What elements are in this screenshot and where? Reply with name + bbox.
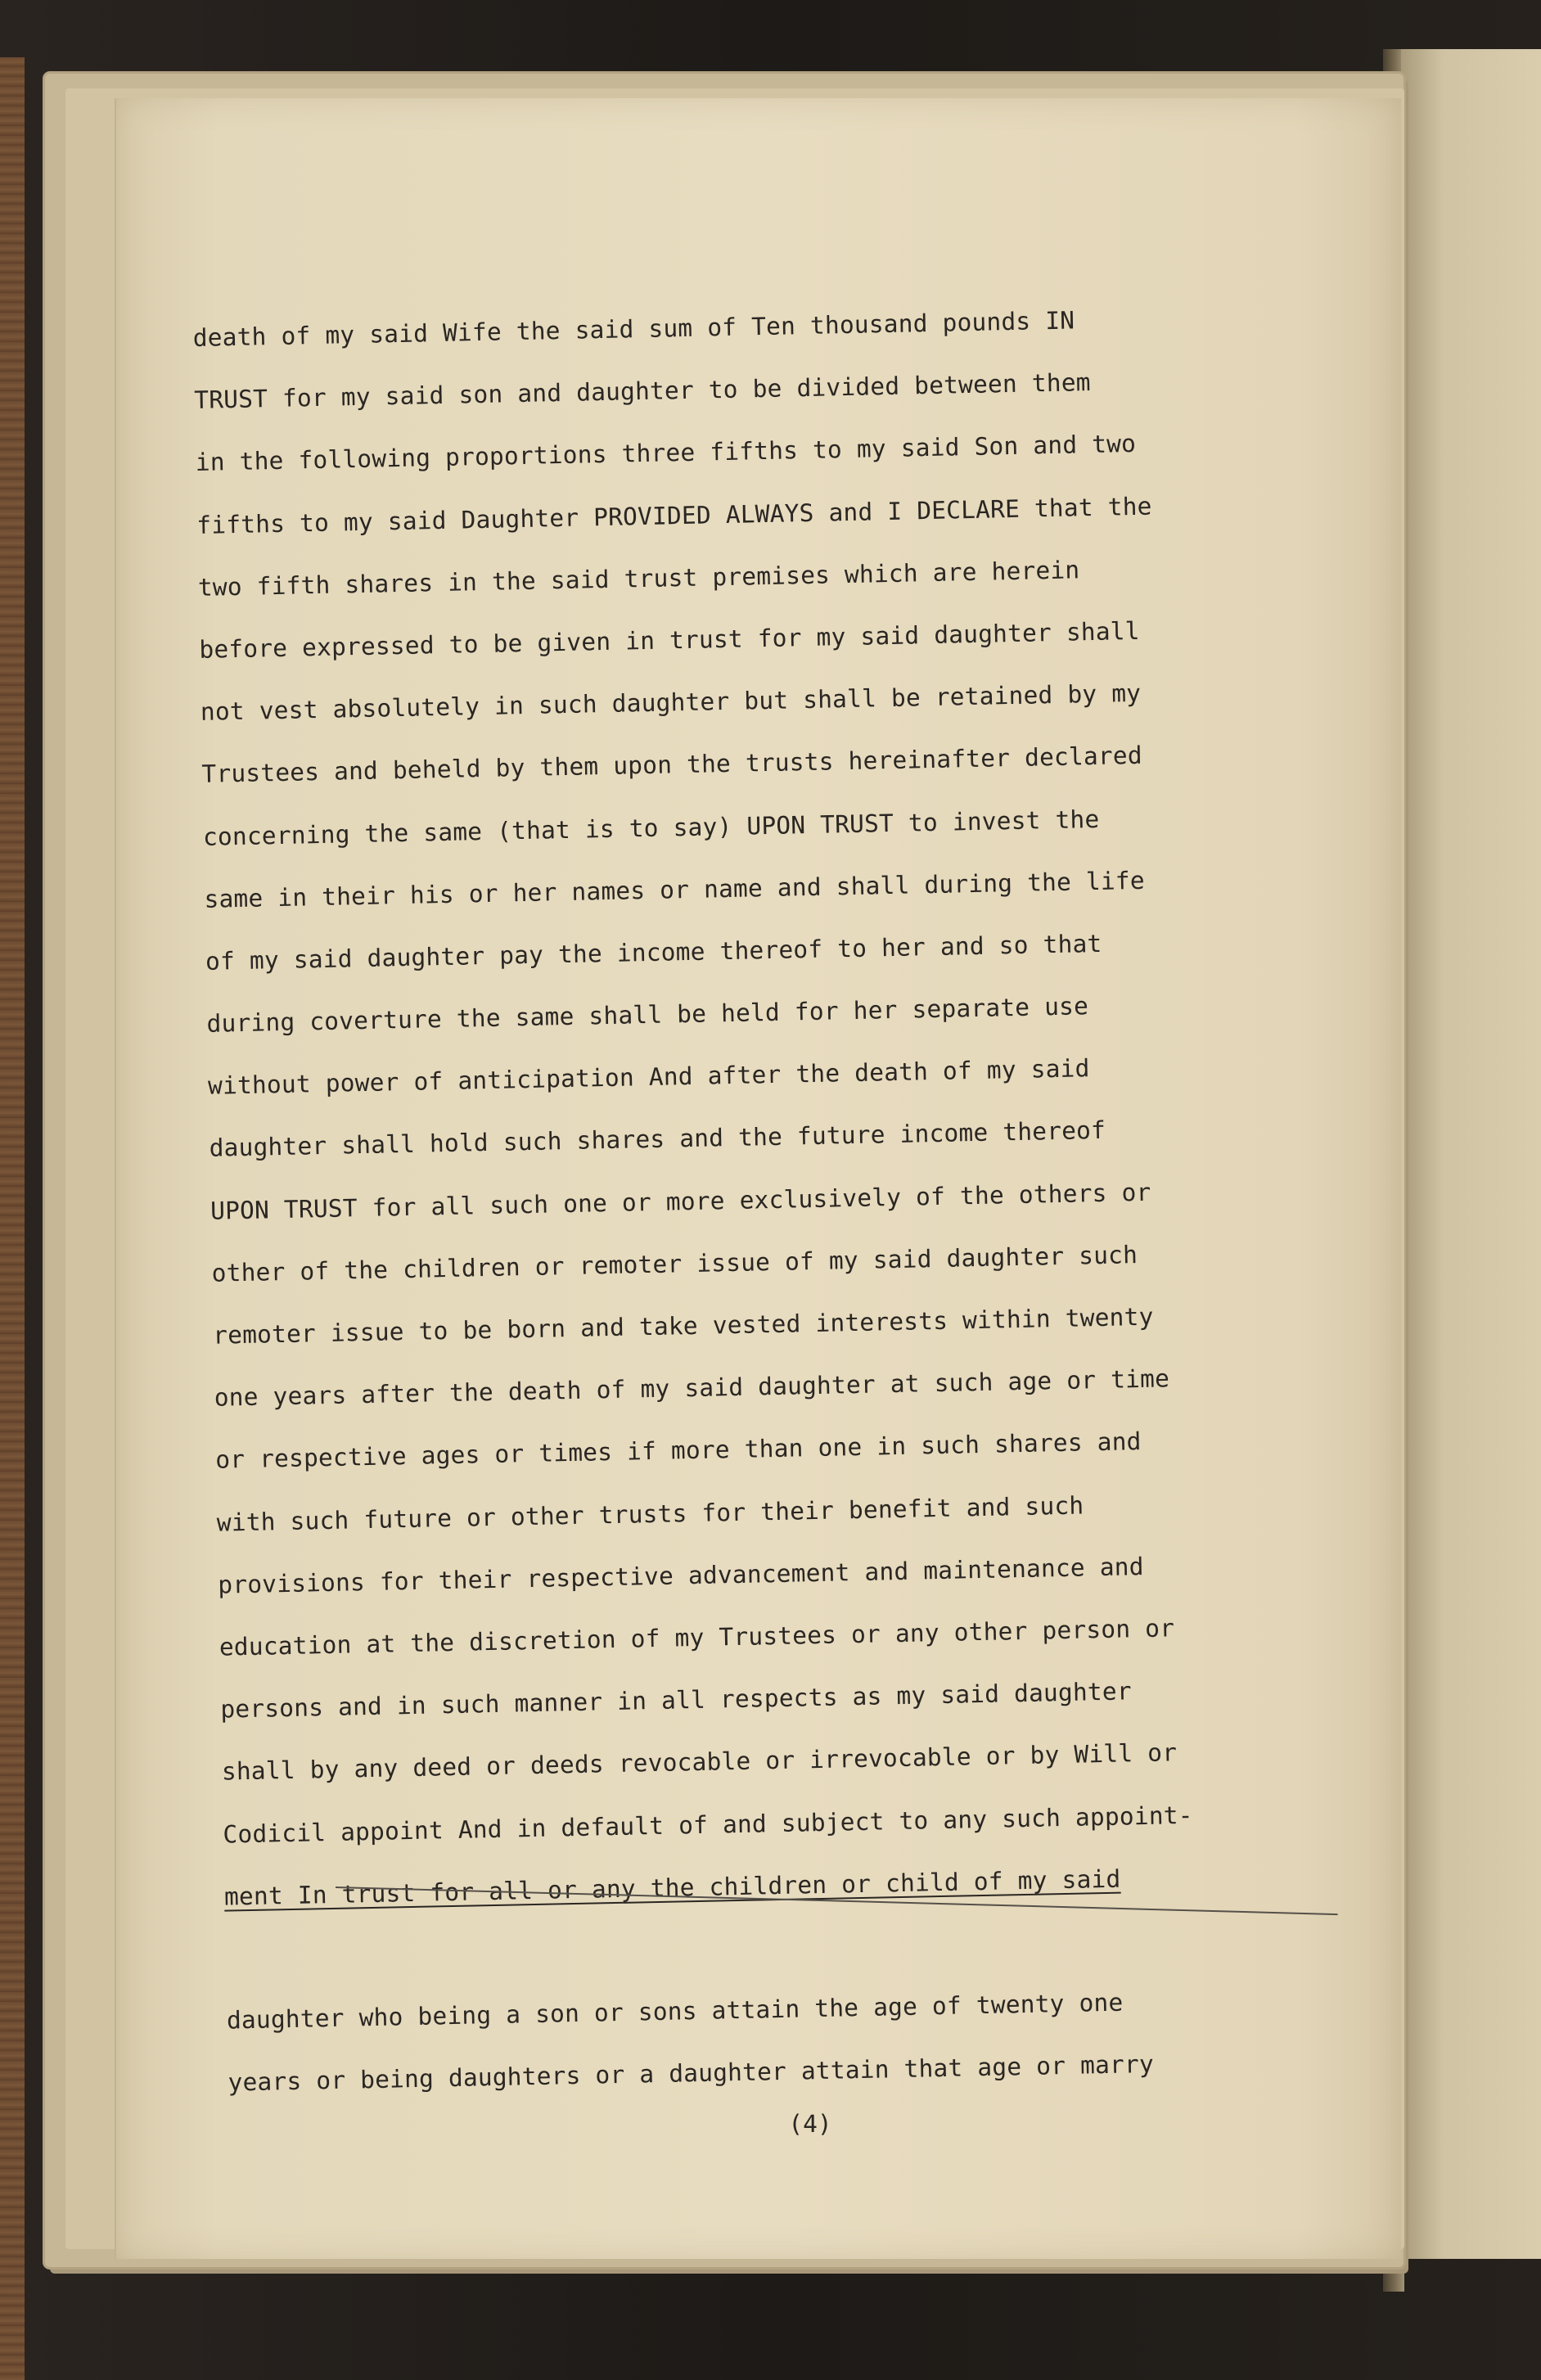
text-line: not vest absolutely in such daughter but shall be retained by my — [200, 678, 1142, 727]
text-line: same in their his or her names or name and shall during the life — [204, 866, 1146, 913]
text-line: persons and in such manner in all respects as my said daughter — [220, 1677, 1133, 1724]
text-line: education at the discretion of my Trustees or any other person or — [219, 1614, 1175, 1661]
text-line: without power of anticipation And after the death of my said — [207, 1054, 1090, 1101]
text-line: daughter shall hold such shares and the future income thereof — [209, 1116, 1106, 1163]
text-line: two fifth shares in the said trust premises which are herein — [197, 556, 1080, 602]
text-line: during coverture the same shall be held for her separate use — [206, 992, 1089, 1038]
text-line: before expressed to be given in trust for my said daughter shall — [199, 616, 1141, 664]
text-line: concerning the same (that is to say) UPON TRUST to invest the — [202, 805, 1100, 851]
text-line: shall by any deed or deeds revocable or irrevocable or by Will or — [221, 1738, 1178, 1786]
text-line: UPON TRUST for all such one or more exclusively of the others or — [210, 1178, 1151, 1225]
continuation-line: daughter who being a son or sons attain the age of twenty one — [226, 1988, 1124, 2035]
text-line: or respective ages or times if more than one in such shares and — [214, 1427, 1142, 1475]
book-binding — [0, 57, 25, 2380]
text-line: of my said daughter pay the income thereof to her and so that — [205, 929, 1102, 976]
text-line: Codicil appoint And in default of and subject to any such appoint- — [223, 1801, 1193, 1849]
text-line: death of my said Wife the said sum of Ten thousand pounds IN — [192, 306, 1075, 352]
text-line: Trustees and beheld by them upon the trusts hereinafter declared — [201, 741, 1143, 789]
text-line: TRUST for my said son and daughter to be divided between them — [193, 368, 1092, 415]
next-page — [1401, 49, 1541, 2259]
text-line: other of the children or remoter issue of my said daughter such — [211, 1240, 1138, 1287]
text-line: provisions for their respective advancement and maintenance and — [218, 1552, 1144, 1599]
text-line: with such future or other trusts for their benefit and such — [216, 1490, 1084, 1537]
page-number: (4) — [788, 2110, 832, 2138]
text-line: remoter issue to be born and take vested interests within twenty — [212, 1302, 1154, 1350]
text-line: one years after the death of my said daughter at such age or time — [214, 1364, 1170, 1412]
continuation-line: years or being daughters or a daughter attain that age or marry — [228, 2049, 1155, 2097]
text-line: in the following proportions three fifths to my said Son and two — [195, 430, 1137, 477]
text-line: fifths to my said Daughter PROVIDED ALWAYS and I DECLARE that the — [196, 492, 1152, 539]
text-line-underlined: ment In trust for all or any the children or child of my said — [223, 1864, 1121, 1911]
body-text — [192, 283, 1423, 2114]
